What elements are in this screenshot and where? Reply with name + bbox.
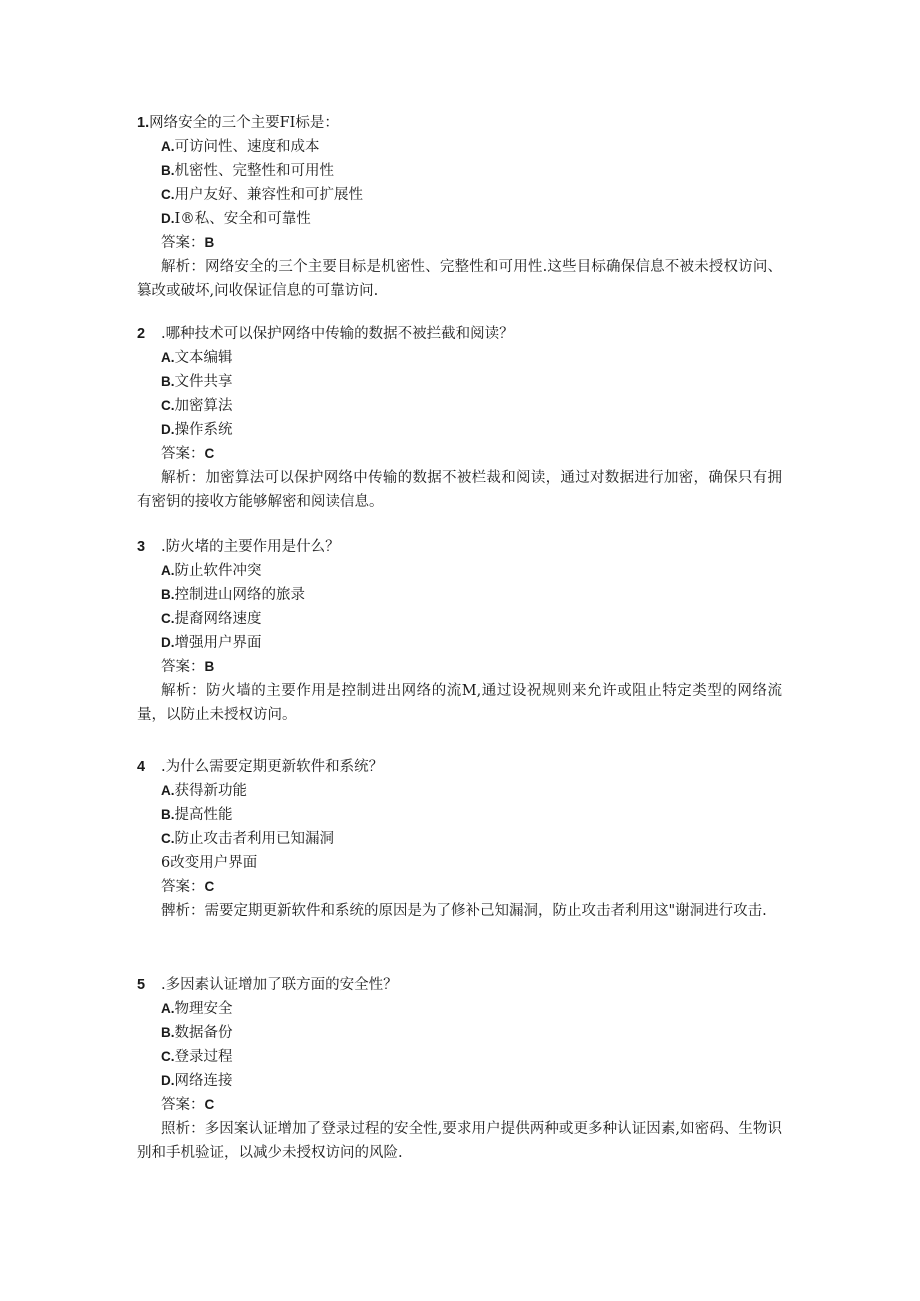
option-text: 6改变用户界面 bbox=[161, 855, 258, 871]
option-letter: D. bbox=[161, 211, 175, 226]
option-b bbox=[137, 803, 787, 827]
option-text: 操作系统 bbox=[174, 422, 233, 438]
option-letter: B. bbox=[161, 1025, 175, 1040]
option-text: 防止软件冲突 bbox=[174, 563, 262, 579]
option-letter: D. bbox=[161, 422, 175, 437]
option-a bbox=[137, 559, 787, 583]
question-title bbox=[137, 973, 787, 997]
option-text: 提高性能 bbox=[174, 807, 233, 823]
option-c bbox=[137, 607, 787, 631]
option-c bbox=[137, 183, 787, 207]
option-text: I®私、安全和可靠性 bbox=[174, 211, 311, 227]
question-text: .多因素认证增加了联方面的安全性？ bbox=[161, 977, 398, 993]
question-title bbox=[137, 535, 787, 559]
explanation: 解析：加密算法可以保护网络中传输的数据不被栏裁和阅读，通过对数据进行加密，确保只有拥有密钥的接收方能够解密和阅读信息。 bbox=[137, 470, 782, 510]
answer-label: 答案： bbox=[161, 1097, 205, 1113]
answer-line bbox=[137, 231, 787, 255]
option-d bbox=[137, 631, 787, 655]
option-letter: C. bbox=[161, 1049, 175, 1064]
answer-label: 答案： bbox=[161, 879, 205, 895]
question-number: 1. bbox=[137, 115, 150, 131]
answer-value: C bbox=[204, 446, 215, 461]
option-d bbox=[137, 1069, 787, 1093]
option-d bbox=[137, 207, 787, 231]
question-number: 4 bbox=[137, 759, 146, 775]
answer-label: 答案： bbox=[161, 659, 205, 675]
option-text: 增强用户界面 bbox=[174, 635, 262, 651]
option-letter: C. bbox=[161, 831, 175, 846]
option-letter: B. bbox=[161, 807, 175, 822]
option-letter: A. bbox=[161, 350, 175, 365]
option-text: 数据备份 bbox=[174, 1025, 233, 1041]
option-letter: B. bbox=[161, 374, 175, 389]
answer-line bbox=[137, 1093, 787, 1117]
option-letter: C. bbox=[161, 398, 175, 413]
question-title bbox=[137, 755, 787, 779]
option-letter: C. bbox=[161, 187, 175, 202]
option-text: 物理安全 bbox=[174, 1001, 233, 1017]
option-c bbox=[137, 394, 787, 418]
option-letter: B. bbox=[161, 163, 175, 178]
explanation: 解析：防火墙的主要作用是控制进出网络的流M,通过设祝规则来允许或阻止特定类型的网络流量，以防止未授权访问。 bbox=[137, 683, 782, 723]
option-text: 加密算法 bbox=[174, 398, 233, 414]
option-letter: A. bbox=[161, 139, 175, 154]
option-b bbox=[137, 583, 787, 607]
answer-line bbox=[137, 875, 787, 899]
question-2 bbox=[137, 322, 787, 514]
option-letter: D. bbox=[161, 635, 175, 650]
explanation: 髀析：需要定期更新软件和系统的原因是为了修补己知漏洞，防止攻击者利用这"谢洞进行攻击. bbox=[161, 903, 767, 919]
question-title bbox=[137, 322, 787, 346]
option-text: 防止攻击者利用已知漏洞 bbox=[174, 831, 334, 847]
option-letter: B. bbox=[161, 587, 175, 602]
question-5 bbox=[137, 973, 787, 1165]
answer-value: C bbox=[204, 879, 215, 894]
option-text: 获得新功能 bbox=[174, 783, 247, 799]
option-letter: D. bbox=[161, 1073, 175, 1088]
answer-value: C bbox=[204, 1097, 215, 1112]
option-text: 可访问性、速度和成本 bbox=[174, 139, 320, 155]
question-number: 2 bbox=[137, 326, 146, 342]
option-letter: A. bbox=[161, 563, 175, 578]
question-text: .防火堵的主要作用是什么？ bbox=[161, 539, 340, 555]
option-a bbox=[137, 997, 787, 1021]
option-b bbox=[137, 1021, 787, 1045]
option-text: 提裔网络速度 bbox=[174, 611, 262, 627]
option-letter: A. bbox=[161, 1001, 175, 1016]
question-title bbox=[137, 111, 787, 135]
option-b bbox=[137, 159, 787, 183]
option-text: 网络连接 bbox=[174, 1073, 233, 1089]
question-text: 网络安全的三个主要FI标是： bbox=[149, 115, 339, 131]
option-a bbox=[137, 346, 787, 370]
answer-value: B bbox=[204, 235, 215, 250]
question-number: 5 bbox=[137, 977, 146, 993]
option-a bbox=[137, 135, 787, 159]
answer-line bbox=[137, 442, 787, 466]
option-c bbox=[137, 827, 787, 851]
option-c bbox=[137, 1045, 787, 1069]
answer-label: 答案： bbox=[161, 235, 205, 251]
option-text: 登录过程 bbox=[174, 1049, 233, 1065]
explanation: 解析：网络安全的三个主要目标是机密性、完整性和可用性.这些目标确保信息不被未授权访问、篡改或破坏,问收保证信息的可靠访问. bbox=[137, 259, 782, 299]
option-b bbox=[137, 370, 787, 394]
option-text: 文件共享 bbox=[174, 374, 233, 390]
answer-label: 答案： bbox=[161, 446, 205, 462]
question-3 bbox=[137, 535, 787, 727]
option-a bbox=[137, 779, 787, 803]
option-text: 用户友好、兼容性和可扩展性 bbox=[174, 187, 363, 203]
question-1 bbox=[137, 111, 787, 303]
question-text: .哪种技术可以保护网络中传输的数据不被拦截和阅读？ bbox=[161, 326, 514, 342]
option-text: 控制进山网络的旅录 bbox=[174, 587, 305, 603]
option-letter: A. bbox=[161, 783, 175, 798]
question-number: 3 bbox=[137, 539, 146, 555]
option-d bbox=[137, 418, 787, 442]
option-text: 文本编辑 bbox=[174, 350, 233, 366]
option-letter: C. bbox=[161, 611, 175, 626]
question-text: .为什么需要定期更新软件和系统？ bbox=[161, 759, 384, 775]
answer-value: B bbox=[204, 659, 215, 674]
explanation: 照析：多因案认证增加了登录过程的安全性,要求用户提供两种或更多种认证因素,如密码、生物识别和手机验证，以减少未授权访问的风险. bbox=[137, 1121, 782, 1161]
answer-line bbox=[137, 655, 787, 679]
option-text: 机密性、完整性和可用性 bbox=[174, 163, 334, 179]
option-d bbox=[137, 851, 787, 875]
question-4 bbox=[137, 755, 787, 923]
